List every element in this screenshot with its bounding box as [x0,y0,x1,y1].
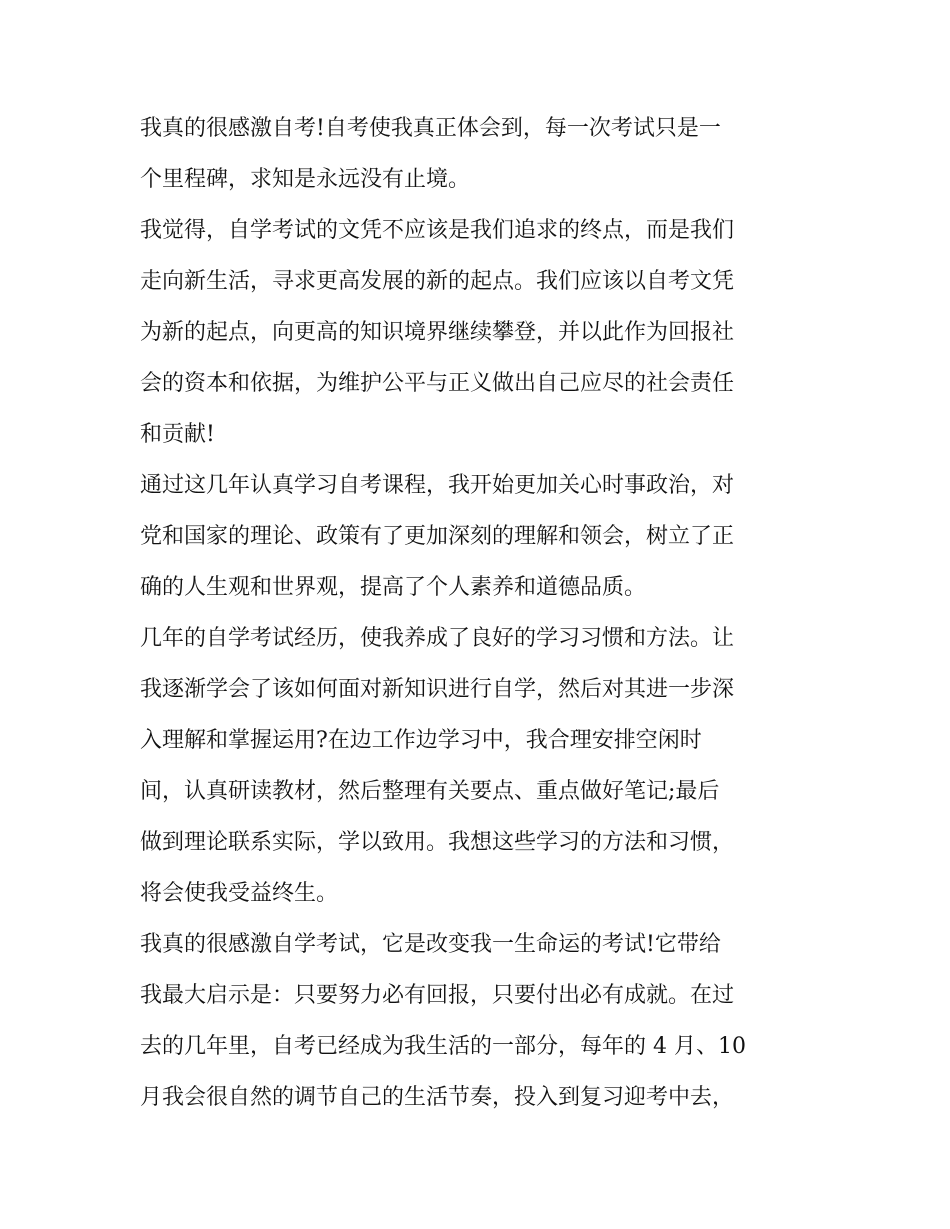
text-line: 几年的自学考试经历，使我养成了良好的学习习惯和方法。让 [140,626,735,651]
text-line: 确的人生观和世界观，提高了个人素养和道德品质。 [140,575,647,600]
text-line: 和贡献! [140,422,215,447]
document-body [140,103,812,1123]
text-line: 我觉得，自学考试的文凭不应该是我们追求的终点，而是我们 [140,218,735,243]
text-line: 入理解和掌握运用?在边工作边学习中，我合理安排空闲时 [140,728,702,753]
text-line: 我真的很感激自考!自考使我真正体会到，每一次考试只是一 [140,116,721,141]
text-line: 我逐渐学会了该如何面对新知识进行自学，然后对其进一步深 [140,677,735,702]
text-line: 党和国家的理论、政策有了更加深刻的理解和领会，树立了正 [140,524,735,549]
text-line: 我真的很感激自学考试，它是改变我一生命运的考试!它带给 [140,932,721,957]
text-line: 会的资本和依据，为维护公平与正义做出自己应尽的社会责任 [140,371,735,396]
text-line: 将会使我受益终生。 [140,881,339,906]
text-line: 去的几年里，自考已经成为我生活的一部分，每年的 4 月、10 [140,1034,746,1059]
text-line: 个里程碑，求知是永远没有止境。 [140,167,471,192]
text-line: 做到理论联系实际，学以致用。我想这些学习的方法和习惯， [140,830,735,855]
text-line: 我最大启示是：只要努力必有回报，只要付出必有成就。在过 [140,983,735,1008]
text-line: 月我会很自然的调节自己的生活节奏，投入到复习迎考中去， [140,1085,735,1110]
text-line: 通过这几年认真学习自考课程，我开始更加关心时事政治，对 [140,473,735,498]
text-line: 为新的起点，向更高的知识境界继续攀登，并以此作为回报社 [140,320,735,345]
text-line: 间，认真研读教材，然后整理有关要点、重点做好笔记;最后 [140,779,720,804]
text-line: 走向新生活，寻求更高发展的新的起点。我们应该以自考文凭 [140,269,735,294]
